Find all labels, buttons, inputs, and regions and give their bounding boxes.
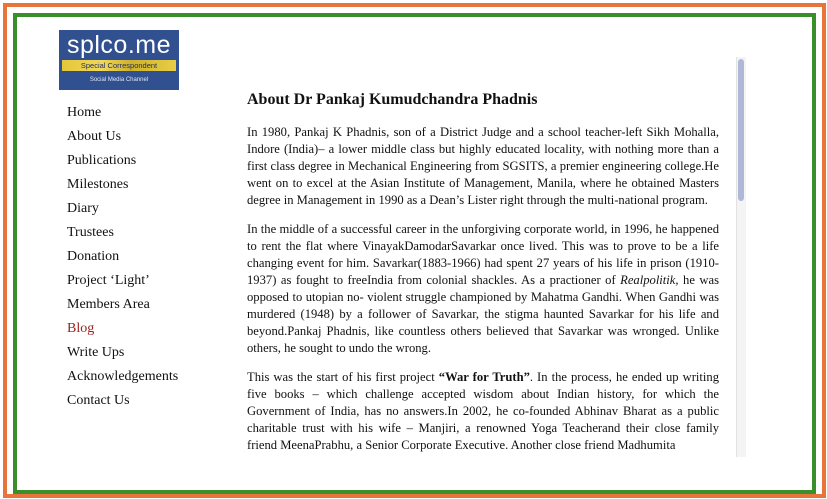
nav-item-donation[interactable]: Donation [67, 249, 120, 264]
paragraph-2-emphasis: Realpolitik, [620, 273, 679, 287]
article-paragraph-3 [247, 369, 719, 454]
paragraph-3-strong: “War for Truth” [438, 370, 530, 384]
nav-item-milestones[interactable]: Milestones [67, 177, 129, 192]
nav-item-publications[interactable]: Publications [67, 153, 137, 168]
paragraph-3-text-end: . In the process, he ended up writing five books – which challenge accepted wisdom about Indian history, for which the Government of India, has no answers.In 2002, he co-founded Abhinav Bharat as a public charitable trust with his wife – Manjiri, a renowned Yoga Teacherand their close family friend MeenaPrabhu, a Senior Corporate Executive. Another close friend Madhumita [247, 370, 719, 452]
article-paragraph-2 [247, 221, 719, 357]
nav-item-diary[interactable]: Diary [67, 201, 99, 216]
article-paragraph-1 [247, 124, 719, 209]
paragraph-3-text-start: This was the start of his first project [247, 370, 439, 384]
article-title: About Dr Pankaj Kumudchandra Phadnis [247, 91, 538, 108]
nav-item-blog[interactable]: Blog [67, 321, 95, 336]
paragraph-2-text-start: In the middle of a successful career in the unforgiving corporate world, in 1996, he happened to rent the flat where VinayakDamodarSavarkar once lived. This was to prove to be a life changing event for him. Savarkar(1883-1966) had spent 27 years of his life in prison (1910-1937) as fought to freeIndia from colonial shackles. As a practioner of [247, 222, 719, 287]
nav-item-write-ups[interactable]: Write Ups [67, 345, 125, 360]
nav-item-about-us[interactable]: About Us [67, 129, 122, 144]
content-scrollbar[interactable] [736, 57, 746, 457]
logo-subtitle: Social Media Channel [89, 77, 149, 83]
nav-item-trustees[interactable]: Trustees [67, 225, 114, 240]
nav-item-project-light[interactable]: Project ‘Light’ [67, 273, 150, 288]
nav-item-contact-us[interactable]: Contact Us [67, 393, 130, 408]
nav-item-home[interactable]: Home [67, 105, 102, 120]
logo-tagline: Special Correspondent [62, 60, 176, 71]
inner-green-frame [13, 13, 816, 494]
nav-item-members-area[interactable]: Members Area [67, 297, 150, 312]
nav-item-acknowledgements[interactable]: Acknowledgements [67, 369, 179, 384]
paragraph-2-text-end: he was opposed to utopian no- violent struggle championed by Mahatma Gandhi. When Gandhi was murdered (1948) by a follower of Savarkar, the stigma haunted Savarkar for his life and beyond.Pankaj Phadnis, like countless others believed that Savarkar was wronged. Unlike others, he sought to undo the wrong. [247, 273, 719, 355]
article-content [247, 87, 719, 466]
outer-orange-frame [3, 3, 826, 498]
paragraph-1-text: In 1980, Pankaj K Phadnis, son of a District Judge and a school teacher-left Sikh Mohalla, Indore (India)– a lower middle class but highly educated locality, with nothing more than a first class degree in Mechanical Engineering from SGSITS, a premier engineering college.He went on to excel at the Asian Institute of Management, Manila, where he obtained Masters degree in Management in 1990 as a Dean’s Lister right through the multi-national program. [247, 125, 719, 207]
scrollbar-thumb[interactable] [738, 59, 744, 201]
sidebar-nav [67, 101, 217, 413]
logo-title: splco.me [66, 31, 172, 59]
site-logo[interactable] [59, 30, 179, 90]
